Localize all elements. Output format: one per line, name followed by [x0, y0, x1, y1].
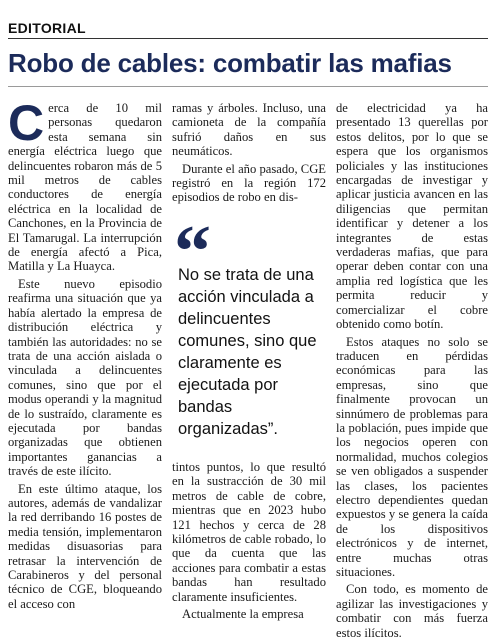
column-2-top [172, 101, 326, 208]
paragraph: Estos ataques no solo se traducen en pérdidas económicas para las empresas, sino que finalmente provocan un sinnúmero de problemas para la población, pues impide que los negocios operen con normalidad, muchos colegios se ven obligados a suspender las clases, los pacientes electro dependientes quedan expuestos y se genera la caída de los dispositivos electrónicos y de internet, entre muchas otras situaciones. [336, 334, 488, 579]
column-1 [8, 95, 162, 614]
paragraph-text: erca de 10 mil personas quedaron esta semana sin energía eléctrica luego que delincuentes robaron más de 5 mil metros de cables conductores de energía eléctrica en la localidad de Canchones, en la Provincia de El Tamarugal. La interrupción de energía afectó a Pica, Matilla y La Huayca. [8, 101, 162, 274]
paragraph: Con todo, es momento de agilizar las investigaciones y combatir con más fuerza estos ilícitos. [336, 582, 488, 640]
headline-divider [8, 86, 488, 87]
paragraph: tintos puntos, lo que resultó en la sustracción de 30 mil metros de cable de cobre, mientras que en 2023 hubo 121 hechos y cerca de 28 kilómetros de cable robado, lo que da cuenta que las acciones para combatir a estas bandas han resultado claramente insuficientes. [172, 460, 326, 604]
paragraph: Durante el año pasado, CGE registró en la región 172 episodios de robo en dis- [172, 161, 326, 205]
column-2-bottom [172, 460, 326, 624]
paragraph: de electricidad ya ha presentado 13 querellas por estos delitos, por lo que se espera que los organismos policiales y las instituciones encargadas de investigar y aplicar justicia avancen en las diligencias que permitan identificar y detener a los integrantes de estas verdaderas mafias, que para operar deben contar con una amplia red logística que les permita reducir y comercializar el cobre obtenido como botín. [336, 101, 488, 332]
section-label: EDITORIAL [8, 20, 86, 36]
pull-quote-text: No se trata de una acción vinculada a delincuentes comunes, sino que claramente es ejecutada por bandas organizadas”. [178, 266, 317, 438]
column-3 [336, 101, 488, 643]
top-divider [8, 38, 488, 39]
pull-quote [172, 211, 326, 450]
paragraph [8, 95, 162, 274]
paragraph: Actualmente la empresa [182, 607, 304, 622]
quote-mark-icon: “ [174, 211, 211, 293]
drop-cap: C [8, 95, 45, 151]
paragraph: En este último ataque, los autores, además de vandalizar la red derribando 16 postes de media tensión, implementaron medidas disuasorias para retrasar la intervención de Carabineros y del personal técnico de CGE, bloqueando el acceso con [8, 481, 162, 611]
headline: Robo de cables: combatir las mafias [8, 48, 452, 78]
paragraph: Este nuevo episodio reafirma una situación que ya había alertado la empresa de distribución eléctrica y también las autoridades: no se trata de una acción aislada o vinculada a delincuentes comunes, sino que por el modus operandi y la magnitud de lo sustraído, claramente es ejecutada por bandas organizadas que obtienen importantes ganancias a través de este ilícito. [8, 276, 162, 479]
paragraph: ramas y árboles. Incluso, una camioneta de la compañía sufrió daños en sus neumáticos. [172, 101, 326, 159]
